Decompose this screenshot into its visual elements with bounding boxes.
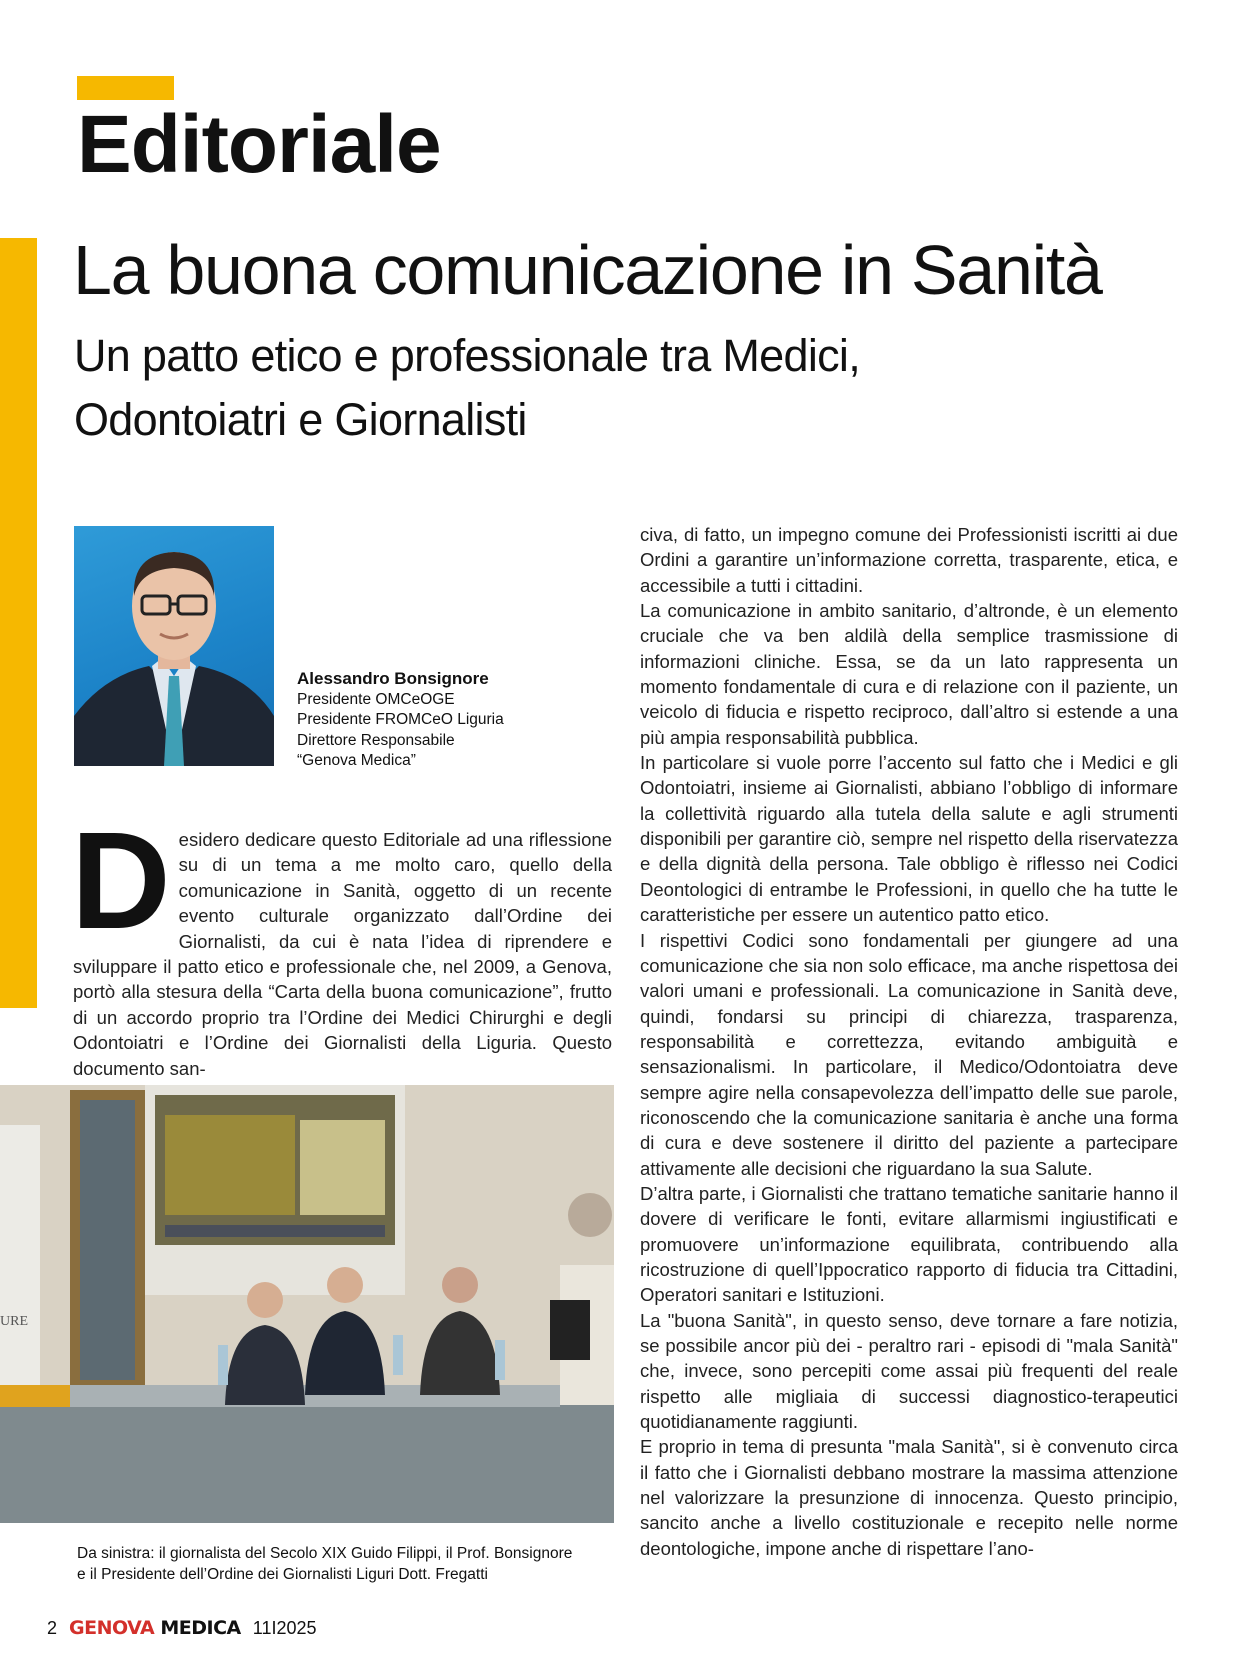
article-paragraph: I rispettivi Codici sono fondamentali per giungere ad una comunicazione che sia non solo efficace, ma anche rispettosa dei valori umani e professionali. La comunicazione in Sanità deve, quindi, fondarsi su principi di chiarezza, trasparenza, responsabilità e correttezza, evitando ambiguità e sensazionalismi. In particolare, il Medico/Odontoiatra deve sempre agire nella consapevolezza dell’impatto delle sue parole, riconoscendo che la comunicazione sanitaria è anche una forma di cura e deve sostenere il diritto del paziente a partecipare attivamente alle decisioni che riguardano la sua Salute.: [640, 929, 1178, 1179]
magazine-brand: [69, 1617, 241, 1639]
article-paragraph: La comunicazione in ambito sanitario, d’altronde, è un elemento cruciale che va ben aldilà della semplice trasmissione di informazioni cliniche. Essa, se da un lato rappresenta un momento fondamentale di cura e di relazione con il paziente, un veicolo di fiducia e rispetto reciproco, dall’altro si estende a una più ampia responsabilità pubblica.: [640, 600, 1178, 748]
brand-medica: MEDICA: [160, 1617, 241, 1639]
author-role: Direttore Responsabile: [297, 731, 455, 749]
section-title: Editoriale: [77, 99, 441, 190]
brand-genova: GENOVA: [69, 1617, 155, 1639]
author-name: Alessandro Bonsignore: [297, 669, 489, 688]
article-subheadline: [74, 324, 860, 452]
article-headline: La buona comunicazione in Sanità: [73, 231, 1102, 309]
article-paragraph: civa, di fatto, un impegno comune dei Professionisti iscritti ai due Ordini a garantire un’informazione corretta, trasparente, etica, e accessibile a tutti i cittadini.: [640, 524, 1178, 596]
article-paragraph: La "buona Sanità", in questo senso, deve tornare a fare notizia, se possibile ancor più dei - peraltro rari - episodi di "mala Sanità" che, invece, sono percepiti come assai più frequenti del reale rispetto alle migliaia di successi diagnostico-terapeutici quotidianamente raggiunti.: [640, 1309, 1178, 1433]
author-info: [297, 669, 504, 772]
article-paragraph: In particolare si vuole porre l’accento sul fatto che i Medici e gli Odontoiatri, insieme ai Giornalisti, abbiano l’obbligo di informare la collettività riguardo alla tutela della salute e agli strumenti disponibili per garantire ciò, sempre nel rispetto della riservatezza e della dignità della persona. Tale obbligo è riflesso nei Codici Deontologici di entrambe le Professioni, in quello che ha tutte le caratteristiche per essere un autentico patto etico.: [640, 752, 1178, 926]
page-number: 2: [47, 1618, 58, 1638]
caption-line-1: Da sinistra: il giornalista del Secolo XIX Guido Filippi, il Prof. Bonsignore: [77, 1545, 573, 1562]
subheadline-line-1: Un patto etico e professionale tra Medici,: [74, 330, 861, 381]
article-paragraph: esidero dedicare questo Editoriale ad una riflessione su di un tema a me molto caro, quello della comunicazione in Sanità, oggetto di un recente evento culturale organizzato dall’Ordine dei Giornalisti, da cui è nata l’idea di riprendere e sviluppare il patto etico e professionale che, nel 2009, a Genova, portò alla stesura della “Carta della buona comunicazione”, frutto di un accordo proprio tra l’Ordine dei Medici Chirurghi e degli Odontoiatri e l’Ordine dei Giornalisti della Liguria. Questo documento san-: [73, 829, 612, 1079]
article-paragraph: D’altra parte, i Giornalisti che trattano tematiche sanitarie hanno il dovere di verificare le fonti, evitare allarmismi ingiustificati e promuovere un’informazione equilibrata, contribuendo alla ricostruzione di quell’Ippocratico rapporto di fiducia tra Cittadini, Operatori sanitari e Istituzioni.: [640, 1182, 1178, 1306]
author-role: Presidente FROMCeO Liguria: [297, 711, 504, 728]
caption-line-2: e il Presidente dell’Ordine dei Giornalisti Liguri Dott. Fregatti: [77, 1566, 488, 1583]
side-accent-bar: [0, 238, 37, 1008]
issue-date: 11I2025: [252, 1618, 317, 1638]
author-role: “Genova Medica”: [297, 752, 416, 769]
article-column-right: [640, 522, 1178, 1561]
article-paragraph: E proprio in tema di presunta "mala Sanità", si è convenuto circa il fatto che i Giornalisti debbano mostrare la massima attenzione nel valorizzare la presunzione di innocenza. Questo principio, sancito anche a livello costituzionale e recepito nelle norme deontologiche, impone anche di rispettare l’ano-: [640, 1436, 1178, 1559]
photo-caption: [77, 1543, 572, 1585]
banner-text: URE: [0, 1314, 28, 1329]
article-column-left: [71, 804, 612, 1081]
page-footer: [47, 1617, 317, 1639]
author-portrait: [74, 526, 274, 766]
author-role: Presidente OMCeOGE: [297, 690, 455, 708]
event-photo: [0, 1085, 614, 1523]
title-accent-bar: [77, 76, 174, 100]
drop-cap: D: [71, 804, 171, 958]
subheadline-line-2: Odontoiatri e Giornalisti: [74, 394, 527, 445]
